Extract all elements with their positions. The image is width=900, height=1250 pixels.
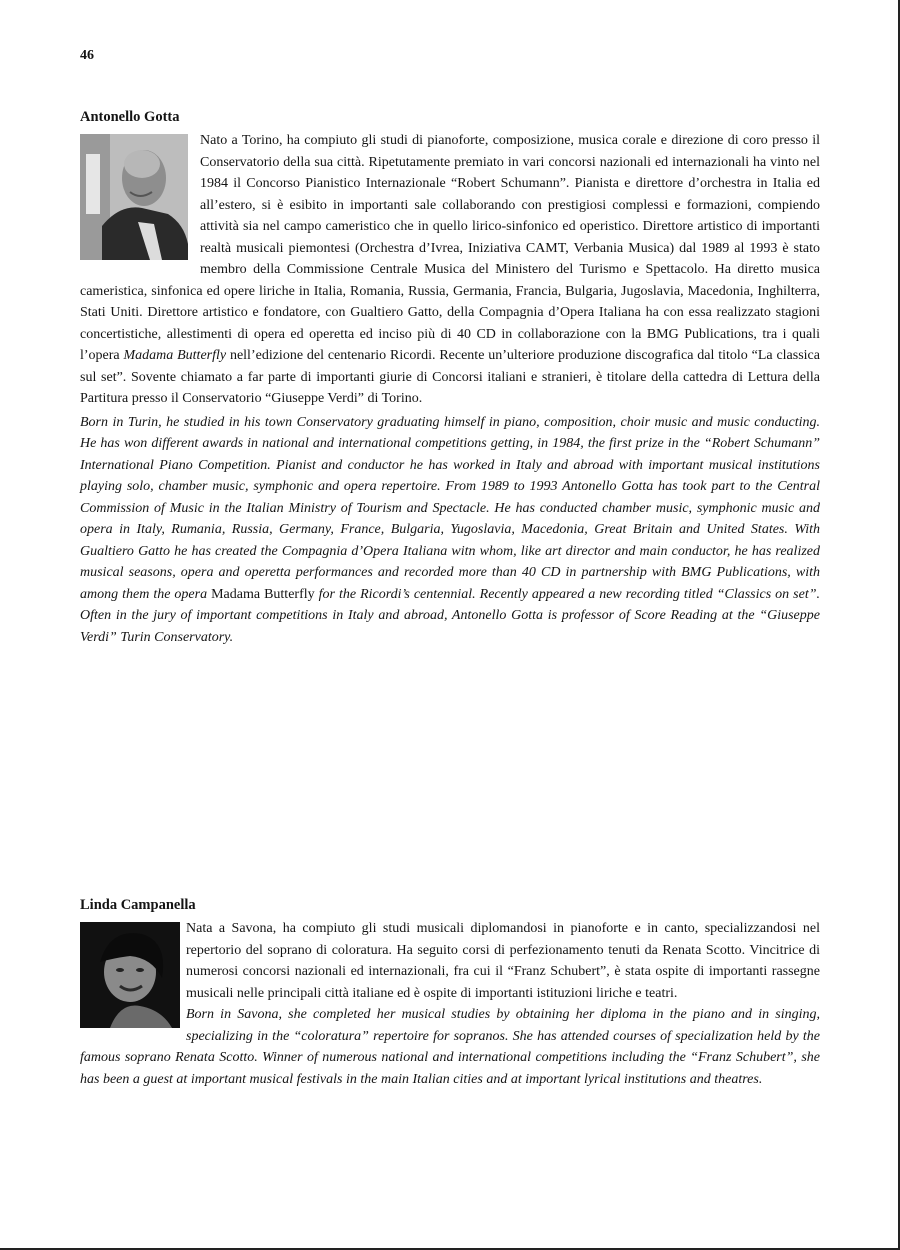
bio-text-it-part1: Nato a Torino, ha compiuto gli studi di pianoforte, composizione, musica corale e direzione di coro presso il Conservatorio della sua città. Ripetutamente premiato in vari concorsi nazionali ed internazionali ha vinto nel 1984 il Concorso Pianistico Internazionale “Robert Schumann”. Pianista e direttore d’orchestra in Italia ed all’estero, si è esibito in importanti sale collaborando con prestigiosi complessi e formazioni, compiendo attività sia nel campo cameristico che in quello lirico-sinfonico ed operistico. Direttore artistico di importanti realtà musicali piemontesi (Orchestra d’Ivrea, Iniziativa CAMT, Verbania Musica) dal 1989 al 1993 è stato membro della Commissione Centrale Musica del Ministero del Turismo e Spettacolo. Ha diretto musica cameristica, sinfonica ed opere liriche in Italia, Romania, Russia, Germania, Francia, Bulgaria, Jugoslavia, Macedonia, Inghilterra, Stati Uniti. Direttore artistico e fondatore, con Gualtiero Gatto, della Compagnia d’Opera Italiana ha con essa realizzato stagioni concertistiche, allestimenti di opera ed operetta ed inciso più di 40 CD in collaborazione con la BMG Publications, tra i quali l’opera bbox=[80, 133, 820, 363]
bio-text-en-part2: for the Ricordi’s centennial. Recently appeared a new recording titled “Classics on set”. Often in the jury of important competitions in Italy and abroad, Antonello Gotta is professor of Score Reading at the “Giuseppe Verdi” Turin Conservatory. bbox=[80, 586, 820, 645]
bio-linda-campanella bbox=[80, 896, 820, 1090]
bio-text-it-part2: nell’edizione del centenario Ricordi. Recente un’ulteriore produzione discografica dal titolo “La classica sul set”. Sovente chiamato a far parte di importanti giurie di Concorsi italiani e stranieri, è titolare della cattedra di Lettura della Partitura presso il Conservatorio “Giuseppe Verdi” di Torino. bbox=[80, 348, 820, 406]
page-number: 46 bbox=[80, 48, 94, 63]
bio-text-english bbox=[80, 412, 820, 649]
portrait-photo bbox=[80, 134, 188, 260]
opera-title-en: Madama Butterfly bbox=[211, 586, 315, 602]
bio-name: Antonello Gotta bbox=[80, 109, 180, 125]
bio-text-italian bbox=[80, 130, 820, 410]
portrait-photo bbox=[80, 922, 180, 1028]
opera-title: Madama Butterfly bbox=[123, 348, 227, 363]
bio-text-english: Born in Savona, she completed her musical studies by obtaining her diploma in the piano and in singing, specializing in the “coloratura” repertoire for sopranos. She has attended courses of specialization held by the famous soprano Renata Scotto. Winner of numerous national and international competitions including the “Franz Schubert”, she has been a guest at important musical festivals in the main Italian cities and at important lyrical institutions and theatres. bbox=[80, 1007, 820, 1087]
portrait-image bbox=[80, 134, 188, 260]
portrait-image bbox=[80, 922, 180, 1028]
bio-text-en-part1: Born in Turin, he studied in his town Conservatory graduating himself in piano, composition, choir music and music conducting. He has won different awards in national and international competitions getting, in 1984, the first prize in the “Robert Schumann” International Piano Competition. Pianist and conductor he has worked in Italy and abroad with important musical institutions playing solo, chamber music, symphonic and opera repertoire. From 1989 to 1993 Antonello Gotta has took part to the Central Commission of Music in the Italian Ministry of Tourism and Spectacle. He has conducted chamber music, symphonic music and opera in Italy, Rumania, Russia, Germany, France, Bulgaria, Yugoslavia, Macedonia, Great Britain and United States. With Gualtiero Gatto he has created the Compagnia d’Opera Italiana witn whom, like art director and main conductor, he has realized musical seasons, opera and operetta performances and recorded more than 40 CD in partnership with BMG Publications, with among them the opera bbox=[80, 414, 820, 602]
bio-name: Linda Campanella bbox=[80, 897, 196, 913]
bio-antonello-gotta bbox=[80, 108, 820, 648]
bio-text-italian: Nata a Savona, ha compiuto gli studi musicali diplomandosi in pianoforte e in canto, specializzandosi nel repertorio del soprano di coloratura. Ha seguito corsi di perfezionamento tenuti da Renata Scotto. Vincitrice di numerosi concorsi nazionali ed internazionali, fra cui il “Franz Schubert”, è stata ospite di importanti rassegne musicali nelle principali città italiane ed è ospite di importanti istituzioni liriche e teatri. bbox=[186, 921, 820, 1001]
